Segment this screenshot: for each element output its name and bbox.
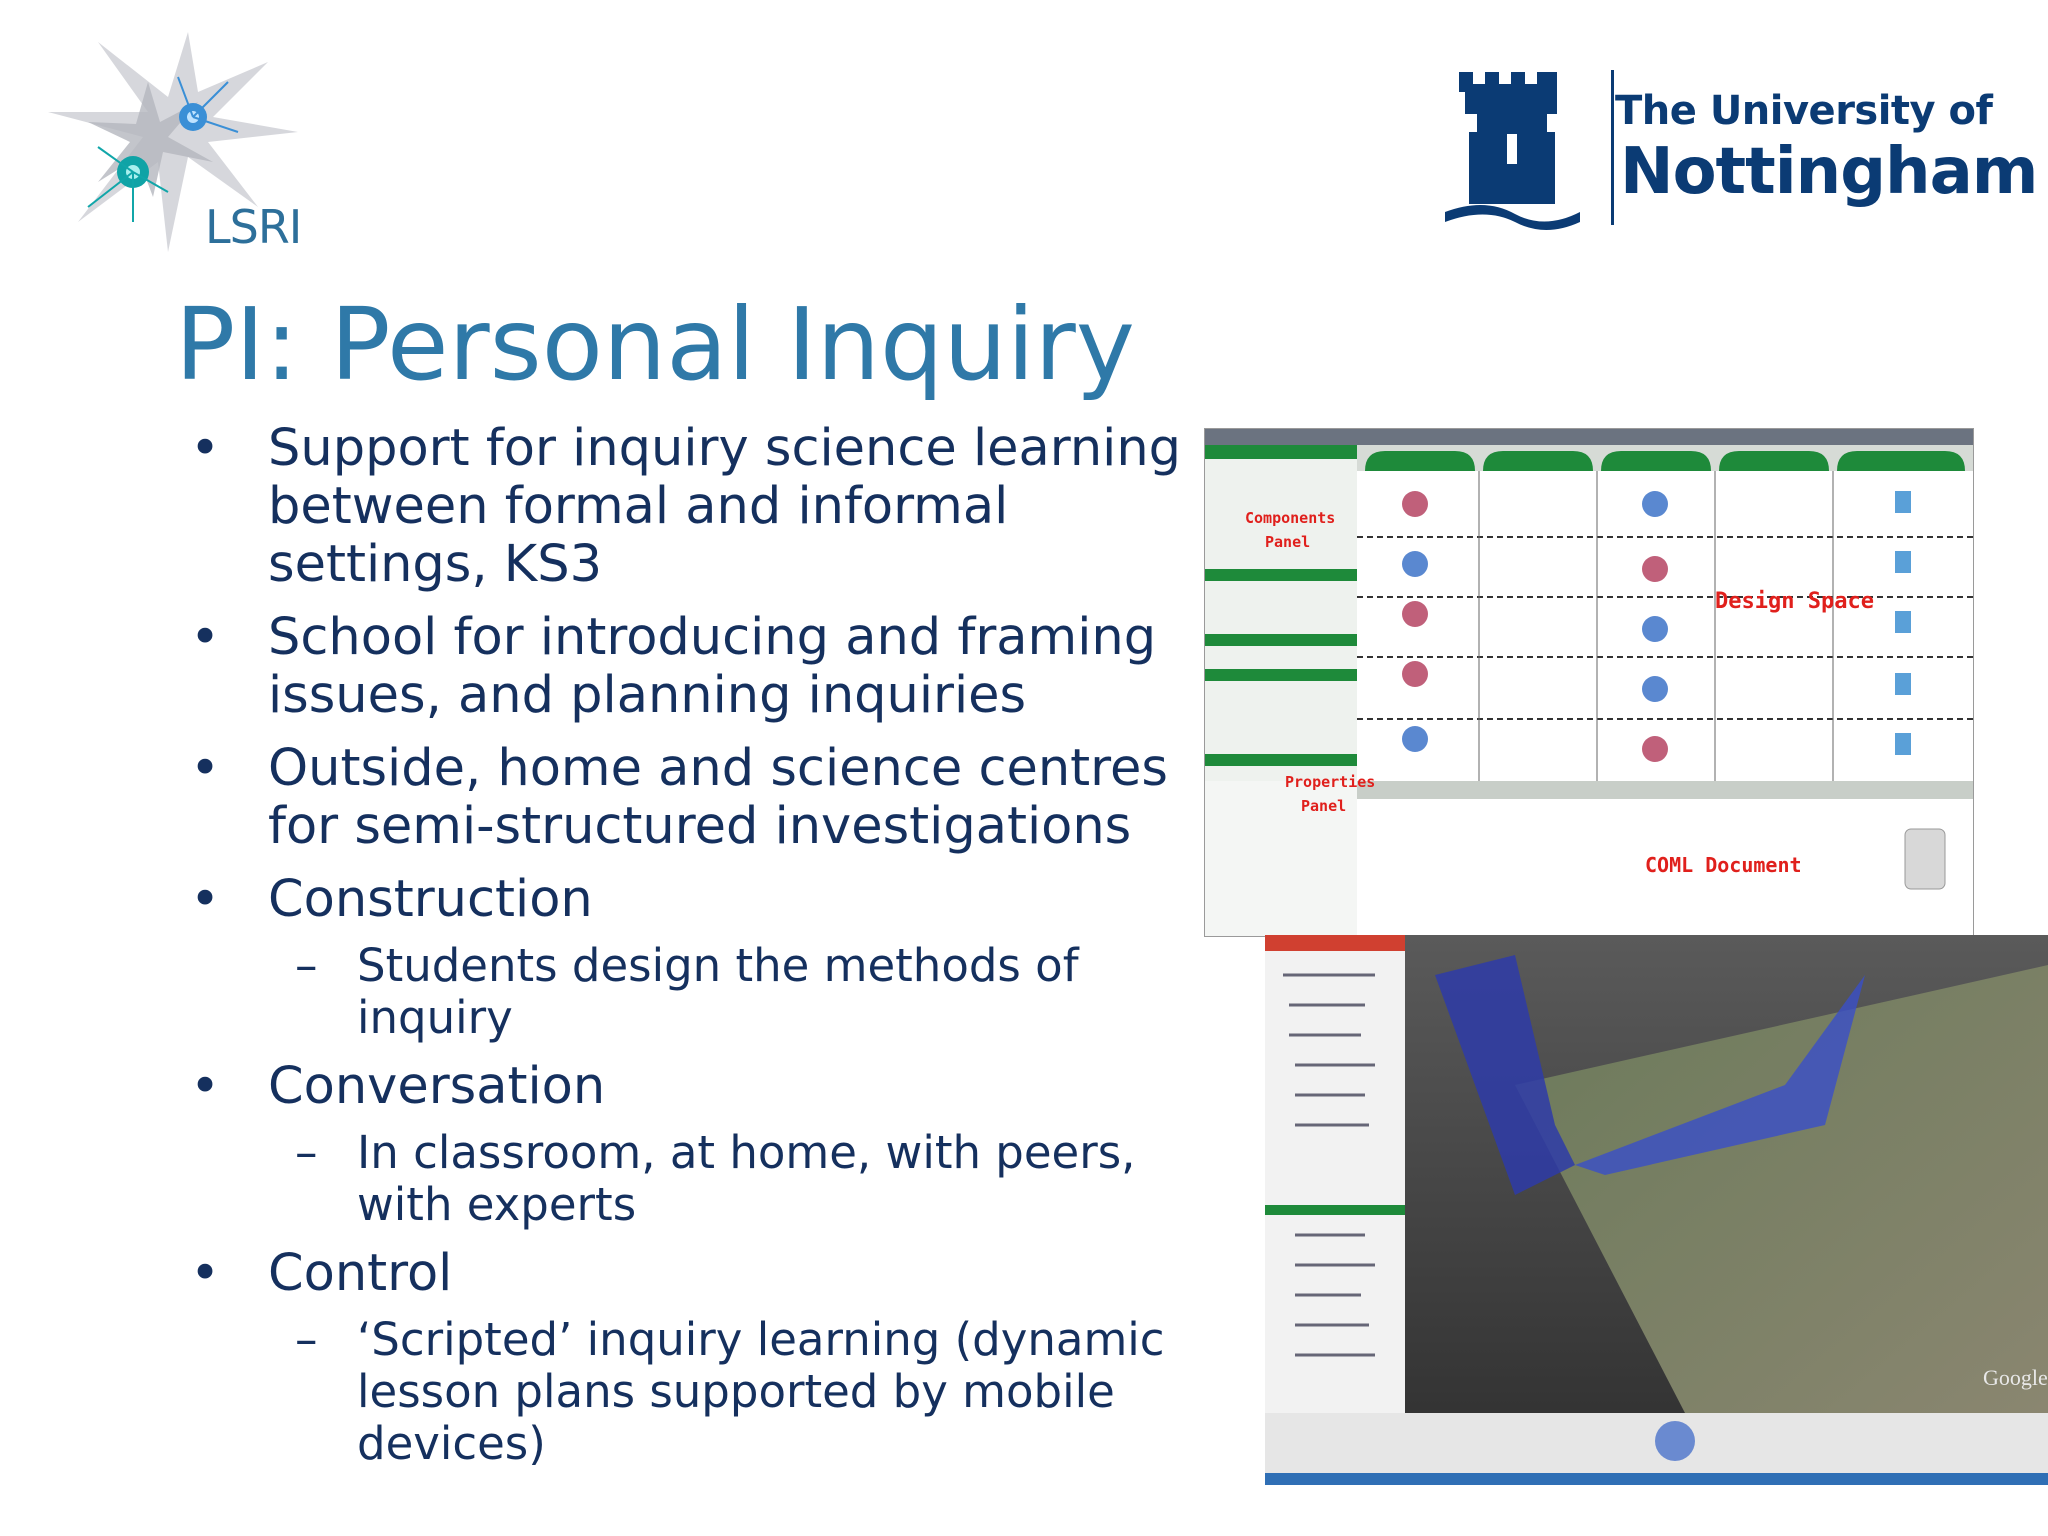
bullet-dot: • — [190, 870, 221, 929]
sub-bullet-text: In classroom, at home, with peers, with experts — [357, 1126, 1136, 1231]
bullet-dot: • — [190, 419, 221, 478]
bullet-text: Control — [268, 1244, 453, 1303]
bullet-dot: • — [190, 608, 221, 667]
bullet-item — [190, 1245, 1200, 1303]
bullet-text: Conversation — [268, 1057, 606, 1116]
sub-bullet-text: ‘Scripted’ inquiry learning (dynamic lesson plans supported by mobile devices) — [357, 1313, 1165, 1470]
sub-bullet-item — [190, 1127, 1200, 1231]
bullet-dot: • — [190, 739, 221, 798]
bullet-dot: • — [190, 1057, 221, 1116]
bullet-item — [190, 871, 1200, 929]
design-space-annotation: Design Space — [1715, 589, 1874, 614]
properties-annotation: Properties — [1285, 773, 1376, 791]
bullet-list — [190, 420, 1200, 1484]
slide-title: PI: Personal Inquiry — [175, 286, 1135, 403]
panel-annotation: Panel — [1265, 533, 1311, 551]
bullet-item — [190, 740, 1200, 856]
lsri-logo-text: LSRI — [205, 200, 302, 254]
bullet-dot: • — [190, 1244, 221, 1303]
bullet-item — [190, 609, 1200, 725]
sub-bullet-dash: – — [295, 939, 318, 992]
bullet-text: Construction — [268, 870, 593, 929]
properties-panel-annotation: Panel — [1301, 797, 1347, 815]
university-name-line1: The University of — [1615, 88, 1993, 134]
bullet-text: Support for inquiry science learning between formal and informal settings, KS3 — [268, 419, 1182, 594]
sub-bullet-dash: – — [295, 1126, 318, 1179]
sub-bullet-item — [190, 940, 1200, 1044]
sub-bullet-item — [190, 1314, 1200, 1470]
design-tool-screenshot — [1204, 428, 1974, 937]
bullet-item — [190, 420, 1200, 594]
google-watermark: Google — [1983, 1365, 2048, 1390]
bullet-text: Outside, home and science centres for semi-structured investigations — [268, 739, 1168, 856]
components-annotation: Components — [1245, 509, 1336, 527]
bullet-item — [190, 1058, 1200, 1116]
sub-bullet-text: Students design the methods of inquiry — [357, 939, 1079, 1044]
university-name-line2: Nottingham — [1620, 135, 2038, 209]
map-screenshot — [1265, 935, 2048, 1485]
coml-document-annotation: COML Document — [1645, 853, 1802, 877]
bullet-text: School for introducing and framing issues, and planning inquiries — [268, 608, 1157, 725]
castle-crest-icon — [1445, 62, 1615, 232]
sub-bullet-dash: – — [295, 1313, 318, 1366]
